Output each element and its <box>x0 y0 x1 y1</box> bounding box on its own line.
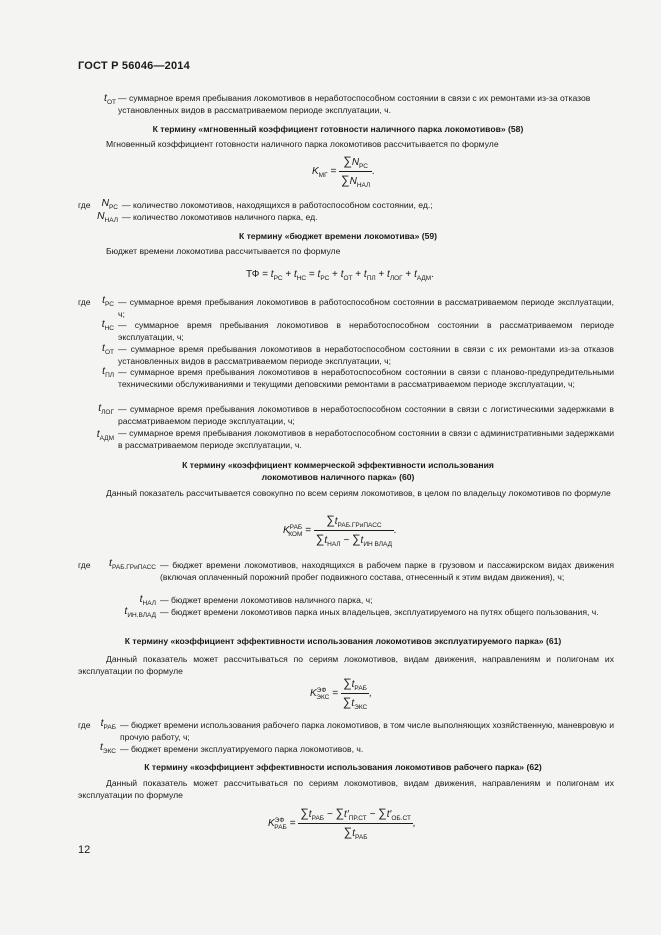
definition-t-log: — суммарное время пребывания локомотивов в неработоспособном состоянии в связи с логистическими задержками в рассматриваемом периоде эксплуатации, ч; <box>118 404 614 426</box>
symbol-t-rab-grpass: $t_{РАБ.ГРиПАСС}$ <box>109 557 156 571</box>
formula-62: $K^{ЭФ}_{РАБ}$ = $\frac{\sum t_{РАБ} - \sum t'_{ПР.СТ} - \sum t'_{ОБ.СТ}}{\sum t_{РАБ}}$ , <box>268 806 416 841</box>
intro-62: Данный показатель может рассчитываться по сериям локомотивов, видам движения, направлениям и полигонам их эксплуатации по формуле <box>78 778 614 800</box>
symbol-t-ot: $t_{OT}$ <box>104 92 116 106</box>
heading-58: К термину «мгновенный коэффициент готовности наличного парка локомотивов» (58) <box>152 124 524 134</box>
definition-t-eks: — бюджет времени эксплуатируемого парка локомотивов, ч. <box>120 744 364 754</box>
intro-59: Бюджет времени локомотива рассчитывается по формуле <box>106 246 341 256</box>
definition-t-nal: — бюджет времени локомотивов наличного парка, ч; <box>160 595 373 605</box>
where-58: где <box>78 200 91 210</box>
symbol-t-adm: $t_{АДМ}$ <box>96 428 114 442</box>
intro-60: Данный показатель рассчитывается совокупно по всем сериям локомотивов, в целом по владельцу локомотивов по формуле <box>106 488 611 498</box>
definition-t-pl: — суммарное время пребывания локомотивов в неработоспособном состоянии в связи с планово-предупредительными техническими обслуживаниями и текущими деповскими ремонтами в рассматриваемом периоде эксплуатации, ч; <box>118 367 614 389</box>
symbol-t-rs: $t_{РС}$ <box>102 294 114 308</box>
definition-t-in-vlad: — бюджет времени локомотивов парка иных владельцев, эксплуатируемого на путях общего пользования, ч. <box>160 607 599 617</box>
intro-58: Мгновенный коэффициент готовности наличного парка локомотивов рассчитывается по формуле <box>106 139 499 149</box>
heading-60-line2: локомотивов наличного парка» (60) <box>261 472 415 482</box>
symbol-t-log: $t_{ЛОГ}$ <box>98 402 114 416</box>
heading-61: К термину «коэффициент эффективности использования локомотивов эксплуатируемого парка» (61) <box>124 636 562 646</box>
definition-t-ot: — суммарное время пребывания локомотивов в неработоспособном состоянии в связи с их ремонтами из-за отказов установленных видов в рассматриваемом периоде эксплуатации, ч. <box>118 93 591 115</box>
definition-t-rs: — суммарное время пребывания локомотивов в работоспособном состоянии в рассматриваемом периоде эксплуатации, ч; <box>118 297 614 319</box>
where-59: где <box>78 297 91 307</box>
definition-t-rab-grpass: — бюджет времени локомотивов, находящихся в рабочем парке в грузовом и пассажирском видах движения (включая оплаченный порожний пробег подвижного состава, отнесенный к этим видам движения), ч; <box>160 560 614 582</box>
symbol-t-pl: $t_{ПЛ}$ <box>102 365 114 379</box>
definition-t-adm: — суммарное время пребывания локомотивов в неработоспособном состоянии в связи с административными задержками в рассматриваемом периоде эксплуатации, ч. <box>118 428 614 450</box>
heading-60-line1: К термину «коэффициент коммерческой эффективности использования <box>182 460 494 470</box>
formula-61: $K^{ЭФ}_{ЭКС}$ = $\frac{\sum t_{РАБ}}{\sum t_{ЭКС}}$ , <box>310 676 373 711</box>
symbol-t-nal: $t_{НАЛ}$ <box>139 593 156 607</box>
heading-59: К термину «бюджет времени локомотива» (59) <box>238 231 438 241</box>
symbol-t-ot2: $t_{ОТ}$ <box>102 342 114 356</box>
formula-59: ТФ = $t_{РС} + t_{НС} = t_{РС} + t_{ОТ} + t_{ПЛ} + t_{ЛОГ} + t_{АДМ}$. <box>246 269 434 282</box>
formula-60: $K^{РАБ}_{КОМ}$ = $\frac{\sum t_{РАБ.ГРиПАСС}}{\sum t_{НАЛ} - \sum t_{ИН ВЛАД}}$ . <box>283 513 397 548</box>
symbol-n-rs: $N_{РС}$ <box>101 197 118 211</box>
symbol-t-rab: $t_{РАБ}$ <box>100 717 116 731</box>
definition-t-ot2: — суммарное время пребывания локомотивов в неработоспособном состоянии в связи с их ремонтами из-за отказов установленных видов в рассматриваемом периоде эксплуатации, ч; <box>118 344 614 366</box>
intro-61: Данный показатель может рассчитываться по сериям локомотивов, видам движения, направлениям и полигонам их эксплуатации по формуле <box>78 654 614 676</box>
definition-t-rab: — бюджет времени использования рабочего парка локомотивов, в том числе выполняющих хозяйственную, маневровую и прочую работу, ч; <box>120 720 614 742</box>
where-60: где <box>78 560 91 570</box>
page-number: 12 <box>78 844 91 856</box>
definition-n-nal: — количество локомотивов наличного парка, ед. <box>122 212 318 222</box>
formula-58: $K_{МГ}$ = $\frac{\sum N_{РС}}{\sum N_{НАЛ}}$ . <box>312 154 376 189</box>
symbol-t-ns: $t_{НС}$ <box>101 318 114 332</box>
symbol-n-nal: $N_{НАЛ}$ <box>96 210 118 224</box>
standard-header: ГОСТ Р 56046—2014 <box>78 60 190 72</box>
symbol-t-in-vlad: $t_{ИН.ВЛАД}$ <box>124 605 156 619</box>
definition-n-rs: — количество локомотивов, находящихся в работоспособном состоянии, ед.; <box>122 200 433 210</box>
heading-62: К термину «коэффициент эффективности использования локомотивов рабочего парка» (62) <box>144 762 542 772</box>
definition-t-ns: — суммарное время пребывания локомотивов в неработоспособном состоянии в рассматриваемом периоде эксплуатации, ч; <box>118 320 614 342</box>
where-61: где <box>78 720 91 730</box>
symbol-t-eks: $t_{ЭКС}$ <box>99 741 116 755</box>
